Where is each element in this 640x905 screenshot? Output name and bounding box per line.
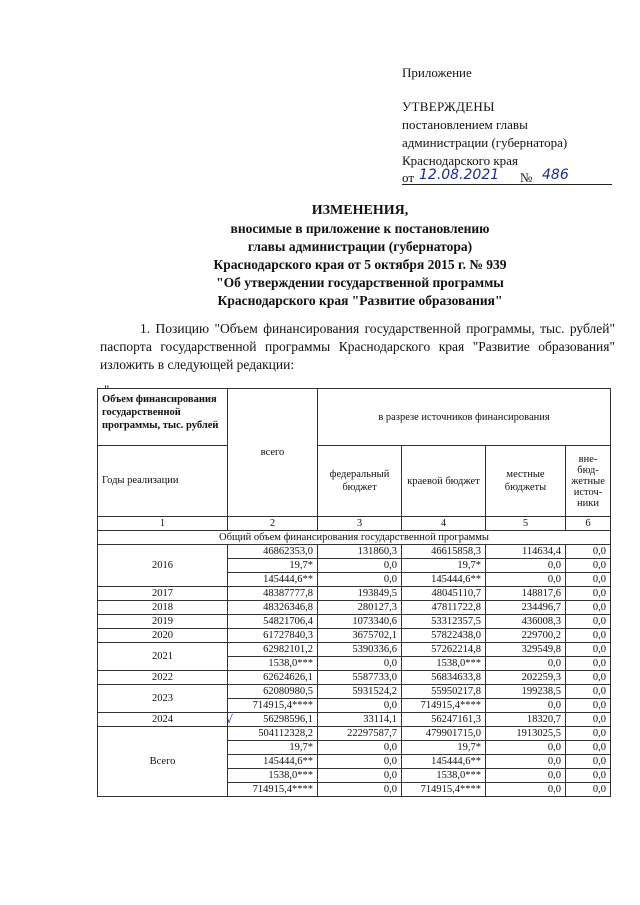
value-cell: 62080980,5: [228, 685, 318, 699]
value-cell: 0,0: [566, 671, 611, 685]
date-number-line: [402, 167, 612, 188]
paragraph-text: 1. Позицию "Объем финансирования государственной программы, тыс. рублей" паспорта государственной программы Краснодарского края "Развитие образования" изложить в следующей редакции:: [100, 321, 615, 372]
value-cell: 436008,3: [486, 615, 566, 629]
value-cell: 0,0: [566, 741, 611, 755]
value-cell: 0,0: [566, 685, 611, 699]
value-cell: 0,0: [318, 573, 402, 587]
value-cell: 1538,0***: [402, 769, 486, 783]
year-cell: 2017: [98, 587, 228, 601]
value-cell: 62624626,1: [228, 671, 318, 685]
value-cell: 0,0: [318, 559, 402, 573]
value-cell: 0,0: [486, 783, 566, 797]
title-line: главы администрации (губернатора): [247, 239, 473, 254]
date-prefix: от: [402, 170, 415, 185]
year-cell: 2018: [98, 601, 228, 615]
value-cell: 504112328,2: [228, 727, 318, 741]
table-row: [98, 713, 611, 727]
value-cell: 33114,1: [318, 713, 402, 727]
column-number-cell: 1: [98, 517, 228, 531]
value-cell: 53312357,5: [402, 615, 486, 629]
table-row: [98, 643, 611, 657]
value-cell: 1538,0***: [228, 769, 318, 783]
value-cell: 48326346,8: [228, 601, 318, 615]
value-cell: 0,0: [566, 727, 611, 741]
value-cell: 0,0: [318, 783, 402, 797]
value-cell: 329549,8: [486, 643, 566, 657]
value-cell: 5390336,6: [318, 643, 402, 657]
document-title: [150, 202, 570, 310]
value-cell: 0,0: [566, 699, 611, 713]
year-cell: 2020: [98, 629, 228, 643]
year-cell: 2021: [98, 643, 228, 671]
year-cell: 2016: [98, 545, 228, 587]
year-cell: 2023: [98, 685, 228, 713]
value-cell: 0,0: [486, 755, 566, 769]
value-cell: 56247161,3: [402, 713, 486, 727]
value-cell: 18320,7: [486, 713, 566, 727]
value-cell: 1073340,6: [318, 615, 402, 629]
value-cell: 145444,6**: [402, 573, 486, 587]
value-cell: 0,0: [318, 769, 402, 783]
value-cell: 1538,0***: [402, 657, 486, 671]
value-cell: 0,0: [486, 741, 566, 755]
approved-title: УТВЕРЖДЕНЫ: [402, 99, 495, 114]
header-federal-cell: федеральный бюджет: [318, 446, 402, 517]
value-cell: 62982101,2: [228, 643, 318, 657]
value-cell: 0,0: [486, 657, 566, 671]
value-cell: 0,0: [566, 573, 611, 587]
value-cell: 0,0: [566, 783, 611, 797]
value-cell: 234496,7: [486, 601, 566, 615]
year-cell: 2024 √: [98, 713, 228, 727]
value-cell: 0,0: [566, 713, 611, 727]
table-row: [98, 601, 611, 615]
year-cell: 2019: [98, 615, 228, 629]
table-row: [98, 587, 611, 601]
value-cell: 145444,6**: [228, 755, 318, 769]
value-cell: 56298596,1: [228, 713, 318, 727]
value-cell: 1538,0***: [228, 657, 318, 671]
table-row: [98, 629, 611, 643]
value-cell: 46862353,0: [228, 545, 318, 559]
value-cell: 57822438,0: [402, 629, 486, 643]
value-cell: 19,7*: [228, 559, 318, 573]
title-line: вносимые в приложение к постановлению: [230, 221, 490, 236]
number-prefix: №: [520, 170, 533, 185]
approval-block: [402, 98, 622, 170]
approved-lines: [402, 116, 622, 170]
check-mark: √: [225, 713, 233, 726]
value-cell: 199238,5: [486, 685, 566, 699]
financing-table: [97, 388, 611, 797]
title-heading: ИЗМЕНЕНИЯ,: [311, 203, 409, 218]
value-cell: 145444,6**: [228, 573, 318, 587]
value-cell: 3675702,1: [318, 629, 402, 643]
table-row: [98, 671, 611, 685]
value-cell: 22297587,7: [318, 727, 402, 741]
column-number-cell: 6: [566, 517, 611, 531]
header-by-source-cell: в разрезе источников финансирования: [318, 389, 611, 446]
approved-line: постановлением главы: [402, 117, 528, 132]
approved-line: администрации (губернатора): [402, 135, 568, 150]
date-underline: [402, 184, 612, 185]
value-cell: 0,0: [566, 769, 611, 783]
value-cell: 0,0: [566, 601, 611, 615]
title-line: Краснодарского края от 5 октября 2015 г. № 939: [213, 257, 507, 272]
value-cell: 1913025,5: [486, 727, 566, 741]
header-total-cell: всего: [228, 389, 318, 517]
value-cell: 19,7*: [228, 741, 318, 755]
value-cell: 0,0: [486, 559, 566, 573]
column-number-cell: 3: [318, 517, 402, 531]
value-cell: 0,0: [486, 699, 566, 713]
header-years-cell: Годы реализации: [98, 446, 228, 517]
value-cell: 61727840,3: [228, 629, 318, 643]
value-cell: 0,0: [318, 699, 402, 713]
header-local-cell: местные бюджеты: [486, 446, 566, 517]
value-cell: 0,0: [566, 657, 611, 671]
handwritten-date: 12.08.2021: [419, 167, 500, 183]
value-cell: 47811722,8: [402, 601, 486, 615]
value-cell: 714915,4****: [228, 699, 318, 713]
table-row: [98, 545, 611, 559]
year-cell: 2022: [98, 671, 228, 685]
value-cell: 0,0: [566, 559, 611, 573]
value-cell: 0,0: [566, 643, 611, 657]
value-cell: 0,0: [486, 769, 566, 783]
value-cell: 48045110,7: [402, 587, 486, 601]
value-cell: 0,0: [318, 657, 402, 671]
section-row: [98, 531, 611, 545]
value-cell: 57262214,8: [402, 643, 486, 657]
title-line: "Об утверждении государственной программы: [216, 275, 504, 290]
value-cell: 280127,3: [318, 601, 402, 615]
opening-quote: ": [104, 382, 110, 397]
value-cell: 229700,2: [486, 629, 566, 643]
column-number-row: [98, 517, 611, 531]
body-paragraph: [100, 320, 615, 374]
year-cell: Всего: [98, 727, 228, 797]
value-cell: 0,0: [566, 755, 611, 769]
table-header-row: [98, 389, 611, 446]
value-cell: 0,0: [566, 629, 611, 643]
header-regional-cell: краевой бюджет: [402, 446, 486, 517]
value-cell: 714915,4****: [402, 783, 486, 797]
appendix-label: Приложение: [402, 65, 472, 80]
value-cell: 5587733,0: [318, 671, 402, 685]
table-row: [98, 727, 611, 741]
value-cell: 145444,6**: [402, 755, 486, 769]
value-cell: 193849,5: [318, 587, 402, 601]
header-volume-cell: Объем финансирования государственной программы, тыс. рублей: [98, 389, 228, 446]
value-cell: 5931524,2: [318, 685, 402, 699]
value-cell: 55950217,8: [402, 685, 486, 699]
value-cell: 56834633,8: [402, 671, 486, 685]
value-cell: 19,7*: [402, 741, 486, 755]
section-title-cell: Общий объем финансирования государственной программы: [98, 531, 611, 545]
value-cell: 0,0: [486, 573, 566, 587]
value-cell: 46615858,3: [402, 545, 486, 559]
value-cell: 19,7*: [402, 559, 486, 573]
value-cell: 0,0: [566, 587, 611, 601]
value-cell: 131860,3: [318, 545, 402, 559]
value-cell: 479901715,0: [402, 727, 486, 741]
column-number-cell: 5: [486, 517, 566, 531]
value-cell: 714915,4****: [402, 699, 486, 713]
value-cell: 48387777,8: [228, 587, 318, 601]
handwritten-number: 486: [542, 167, 569, 183]
value-cell: 54821706,4: [228, 615, 318, 629]
table-header-row: [98, 446, 611, 517]
value-cell: 714915,4****: [228, 783, 318, 797]
value-cell: 148817,6: [486, 587, 566, 601]
column-number-cell: 2: [228, 517, 318, 531]
title-line: Краснодарского края "Развитие образования": [217, 293, 503, 308]
value-cell: 0,0: [318, 755, 402, 769]
value-cell: 202259,3: [486, 671, 566, 685]
header-extra-cell: внебюджетные источники: [566, 446, 611, 517]
value-cell: 0,0: [566, 615, 611, 629]
value-cell: 114634,4: [486, 545, 566, 559]
value-cell: 0,0: [566, 545, 611, 559]
table-row: [98, 685, 611, 699]
value-cell: 0,0: [318, 741, 402, 755]
table-row: [98, 615, 611, 629]
column-number-cell: 4: [402, 517, 486, 531]
approved-line: Краснодарского края: [402, 153, 518, 168]
